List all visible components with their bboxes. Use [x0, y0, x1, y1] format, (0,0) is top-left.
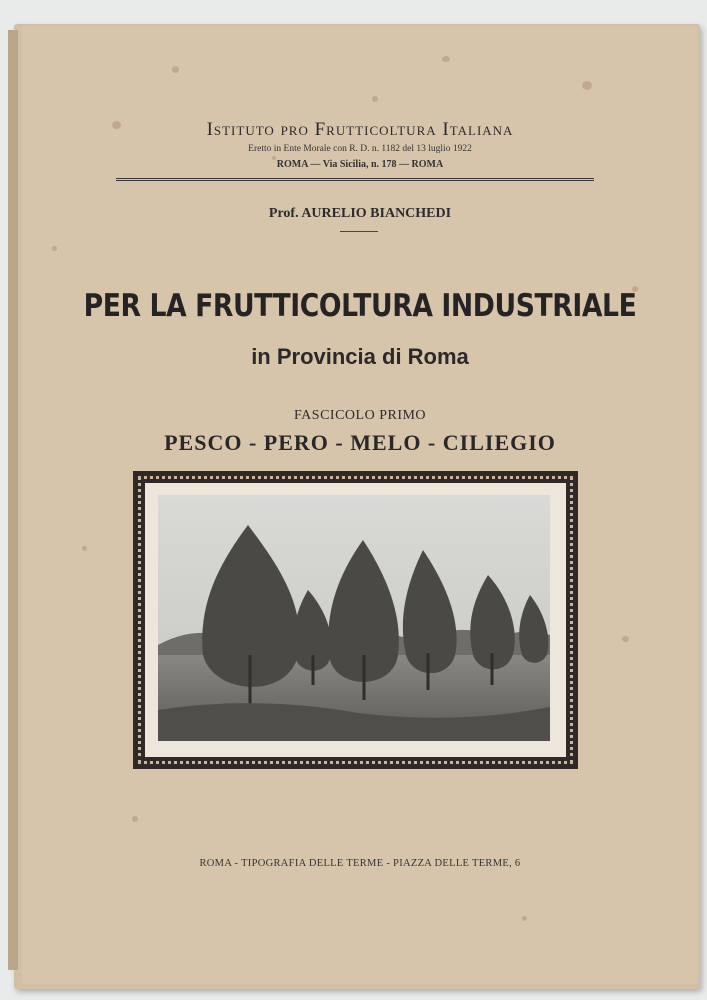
page-edges: [8, 30, 18, 970]
foxing-spot: [622, 636, 629, 642]
main-title: PER LA FRUTTICOLTURA INDUSTRIALE: [83, 288, 637, 324]
header-divider: [116, 178, 594, 181]
foxing-spot: [442, 56, 450, 62]
fruit-list: PESCO - PERO - MELO - CILIEGIO: [164, 430, 556, 455]
cover-page: [22, 26, 698, 984]
photo-frame: [133, 471, 578, 769]
foxing-spot: [172, 66, 179, 73]
printer-imprint: ROMA - TIPOGRAFIA DELLE TERME - PIAZZA DELLE TERME, 6: [199, 858, 521, 869]
foxing-spot: [82, 546, 87, 551]
author-divider: [340, 231, 378, 232]
foxing-spot: [372, 96, 378, 102]
foxing-spot: [522, 916, 527, 921]
foxing-spot: [132, 816, 138, 822]
frame-mat: [145, 483, 566, 757]
subtitle: in Provincia di Roma: [251, 344, 469, 369]
institute-address: ROMA — Via Sicilia, n. 178 — ROMA: [276, 159, 444, 170]
author-name: Prof. AURELIO BIANCHEDI: [268, 206, 452, 221]
institute-name: Istituto pro Frutticoltura Italiana: [206, 119, 514, 140]
foxing-spot: [52, 246, 57, 251]
orchard-photo-icon: [158, 495, 550, 741]
fascicle-label: FASCICOLO PRIMO: [293, 408, 427, 423]
foxing-spot: [582, 81, 592, 90]
institute-decree: Eretto in Ente Morale con R. D. n. 1182 del 13 luglio 1922: [248, 144, 472, 154]
